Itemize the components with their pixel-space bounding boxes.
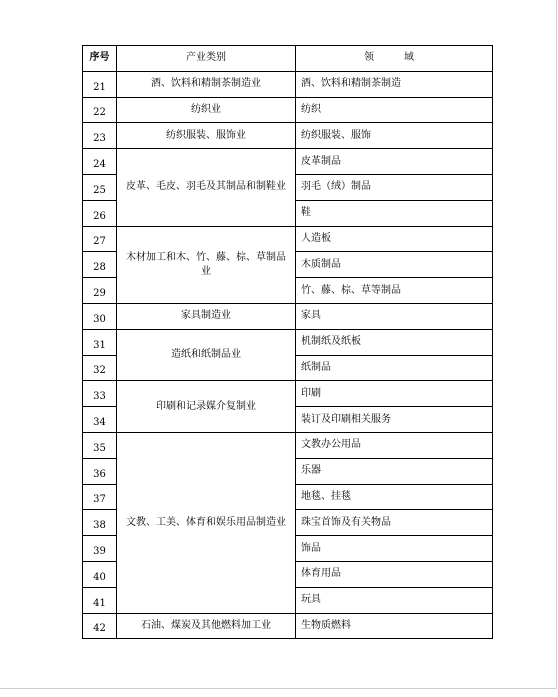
domain-cell: 鞋 — [296, 200, 493, 226]
table-row — [83, 613, 493, 639]
row-number: 38 — [83, 510, 117, 536]
row-number: 27 — [83, 226, 117, 252]
row-number: 42 — [83, 613, 117, 639]
row-number: 41 — [83, 587, 117, 613]
domain-cell: 纺织 — [296, 97, 493, 123]
domain-cell: 纸制品 — [296, 355, 493, 381]
row-number: 39 — [83, 536, 117, 562]
row-number: 21 — [83, 71, 117, 97]
industry-cell: 文教、工美、体育和娱乐用品制造业 — [117, 432, 296, 613]
row-number: 23 — [83, 123, 117, 149]
industry-cell: 家具制造业 — [117, 303, 296, 329]
row-number: 30 — [83, 303, 117, 329]
table-row — [83, 432, 493, 458]
domain-cell: 家具 — [296, 303, 493, 329]
table-row — [83, 303, 493, 329]
row-number: 22 — [83, 97, 117, 123]
industry-cell: 印刷和记录媒介复制业 — [117, 381, 296, 433]
domain-cell: 纺织服装、服饰 — [296, 123, 493, 149]
industry-table — [82, 45, 493, 639]
domain-cell: 印刷 — [296, 381, 493, 407]
row-number: 29 — [83, 278, 117, 304]
domain-cell: 人造板 — [296, 226, 493, 252]
domain-cell: 皮革制品 — [296, 149, 493, 175]
domain-cell: 酒、饮料和精制茶制造 — [296, 71, 493, 97]
table-row — [83, 329, 493, 355]
industry-cell: 纺织服装、服饰业 — [117, 123, 296, 149]
row-number: 37 — [83, 484, 117, 510]
row-number: 35 — [83, 432, 117, 458]
row-number: 36 — [83, 458, 117, 484]
industry-cell: 木材加工和木、竹、藤、棕、草制品业 — [117, 226, 296, 303]
row-number: 26 — [83, 200, 117, 226]
industry-cell: 纺织业 — [117, 97, 296, 123]
row-number: 32 — [83, 355, 117, 381]
table-row — [83, 381, 493, 407]
row-number: 24 — [83, 149, 117, 175]
header-number: 序号 — [83, 46, 117, 72]
row-number: 40 — [83, 561, 117, 587]
domain-cell: 饰品 — [296, 536, 493, 562]
domain-cell: 生物质燃料 — [296, 613, 493, 639]
domain-cell: 装订及印刷相关服务 — [296, 407, 493, 433]
row-number: 31 — [83, 329, 117, 355]
table-row — [83, 71, 493, 97]
domain-cell: 乐器 — [296, 458, 493, 484]
domain-cell: 珠宝首饰及有关物品 — [296, 510, 493, 536]
row-number: 25 — [83, 174, 117, 200]
industry-cell: 酒、饮料和精制茶制造业 — [117, 71, 296, 97]
domain-cell: 机制纸及纸板 — [296, 329, 493, 355]
domain-cell: 木质制品 — [296, 252, 493, 278]
domain-cell: 竹、藤、棕、草等制品 — [296, 278, 493, 304]
row-number: 28 — [83, 252, 117, 278]
domain-cell: 文教办公用品 — [296, 432, 493, 458]
domain-cell: 体育用品 — [296, 561, 493, 587]
header-domain: 领 域 — [296, 46, 493, 72]
industry-cell: 造纸和纸制品业 — [117, 329, 296, 381]
header-industry: 产业类别 — [117, 46, 296, 72]
industry-cell: 皮革、毛皮、羽毛及其制品和制鞋业 — [117, 149, 296, 226]
table-row — [83, 149, 493, 175]
table-row — [83, 123, 493, 149]
table-row — [83, 97, 493, 123]
domain-cell: 地毯、挂毯 — [296, 484, 493, 510]
table-header-row — [83, 46, 493, 72]
row-number: 33 — [83, 381, 117, 407]
row-number: 34 — [83, 407, 117, 433]
domain-cell: 玩具 — [296, 587, 493, 613]
table-row — [83, 226, 493, 252]
domain-cell: 羽毛（绒）制品 — [296, 174, 493, 200]
industry-cell: 石油、煤炭及其他燃料加工业 — [117, 613, 296, 639]
